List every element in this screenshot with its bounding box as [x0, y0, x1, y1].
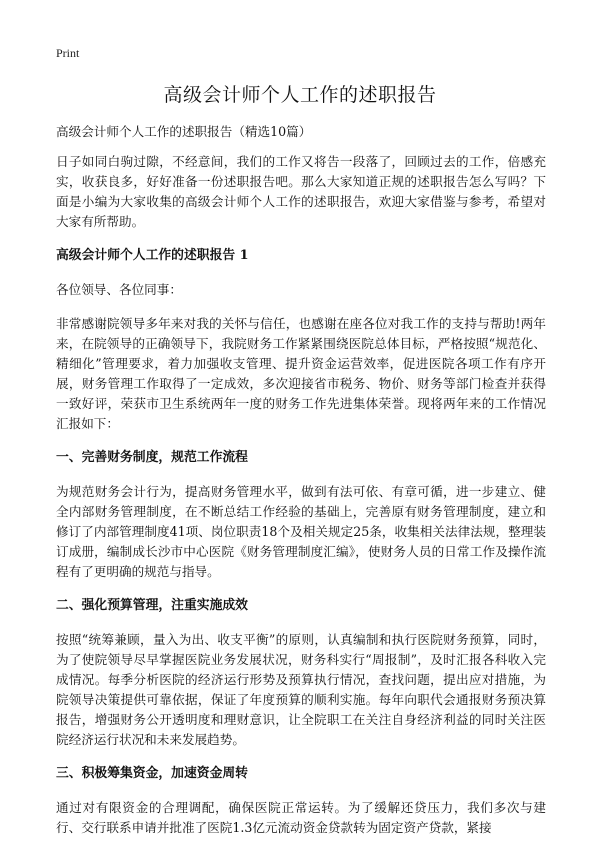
body-paragraph-2: 为规范财务会计行为，提高财务管理水平，做到有法可依、有章可循，进一步建立、健全内部财务管理制度，在不断总结工作经验的基础上，完善原有财务管理制度，建立和修订了内部管理制度41项、岗位职责18个及相关规定25条，收集相关法律法规，整理装订成册，编制成长沙市中心医院《财务管理制度汇编》，使财务人员的日常工作及操作流程有了更明确的规范与指导。 [56, 484, 546, 579]
document-body [56, 122, 546, 852]
greeting-paragraph: 各位领导、各位同事： [56, 282, 182, 297]
print-link[interactable]: Print [56, 46, 80, 60]
section-heading-1: 高级会计师个人工作的述职报告 1 [56, 248, 249, 263]
subheading-three: 三、积极筹集资金，加速资金周转 [56, 766, 248, 781]
subheading-one: 一、完善财务制度，规范工作流程 [56, 450, 248, 465]
page-title: 高级会计师个人工作的述职报告 [163, 84, 437, 106]
document-subtitle: 高级会计师个人工作的述职报告（精选10篇） [56, 124, 312, 139]
subheading-two: 二、强化预算管理，注重实施成效 [56, 598, 248, 613]
body-paragraph-3: 按照“统筹兼顾，量入为出、收支平衡”的原则，认真编制和执行医院财务预算，同时，为了使院领导尽早掌握医院业务发展状况，财务科实行“周报制”，及时汇报各科收入完成情况。每季分析医院的经济运行形势及预算执行情况，查找问题，提出应对措施，为院领导决策提供可靠依据，保证了年度预算的顺利实施。每年向职代会通报财务预决算报告，增强财务公开透明度和理财意识，让全院职工在关注自身经济利益的同时关注医院经济运行状况和未来发展趋势。 [56, 632, 546, 747]
intro-paragraph: 日子如同白驹过隙，不经意间，我们的工作又将告一段落了，回顾过去的工作，倍感充实，收获良多，好好准备一份述职报告吧。那么大家知道正规的述职报告怎么写吗？下面是小编为大家收集的高级会计师个人工作的述职报告，欢迎大家借鉴与参考，希望对大家有所帮助。 [56, 154, 546, 229]
body-paragraph-4: 通过对有限资金的合理调配，确保医院正常运转。为了缓解还贷压力，我们多次与建行、交行联系申请并批准了医院1.3亿元流动资金贷款转为固定资产贷款，紧接 [56, 800, 546, 835]
body-paragraph-1: 非常感谢院领导多年来对我的关怀与信任，也感谢在座各位对我工作的支持与帮助!两年来，在院领导的正确领导下，我院财务工作紧紧围绕医院总体目标，严格按照“规范化、精细化”管理要求，着力加强收支管理、提升资金运营效率，促进医院各项工作有序开展，财务管理工作取得了一定成效，多次迎接省市税务、物价、财务等部门检查并获得一致好评，荣获市卫生系统两年一度的财务工作先进集体荣誉。现将两年来的工作情况汇报如下： [56, 316, 546, 431]
